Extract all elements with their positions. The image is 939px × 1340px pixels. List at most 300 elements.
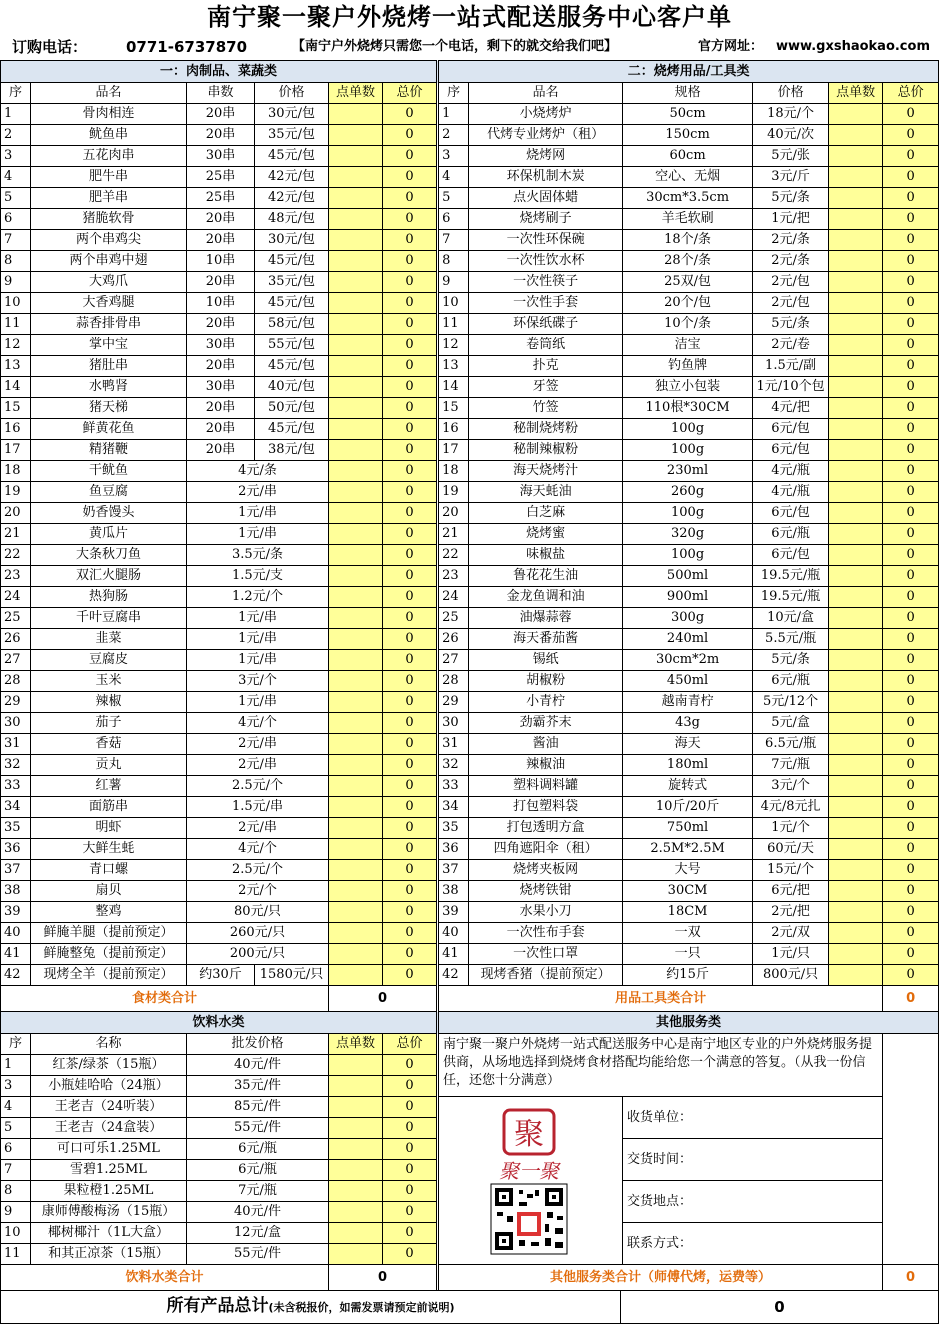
count-cell: 20串 (187, 398, 255, 419)
qty-input[interactable] (329, 1244, 383, 1265)
table-row (1, 461, 939, 482)
table-row (1, 545, 939, 566)
qty-input[interactable] (329, 230, 383, 251)
qty-input[interactable] (829, 125, 883, 146)
seq-cell: 17 (1, 440, 31, 461)
qty-input[interactable] (829, 839, 883, 860)
qty-input[interactable] (329, 797, 383, 818)
table-row (1, 566, 939, 587)
total-cell: 0 (383, 1160, 437, 1181)
table-row (1, 524, 939, 545)
item-name: 掌中宝 (31, 335, 187, 356)
total-cell: 0 (883, 797, 939, 818)
qty-input[interactable] (329, 104, 383, 125)
svg-text:聚: 聚 (513, 1116, 544, 1152)
total-cell: 0 (883, 398, 939, 419)
section-title-other: 其他服务类 (439, 1012, 939, 1034)
qty-input[interactable] (329, 209, 383, 230)
total-cell: 0 (383, 818, 437, 839)
total-cell: 0 (883, 755, 939, 776)
spec-cell: 约15斤 (623, 965, 753, 986)
item-name: 秘制烧烤粉 (469, 419, 623, 440)
qty-input[interactable] (329, 839, 383, 860)
price-cell: 40元/包 (255, 377, 329, 398)
qty-input[interactable] (329, 524, 383, 545)
item-name: 大鲜生蚝 (31, 839, 187, 860)
table-row (1, 629, 939, 650)
seq-cell: 31 (439, 734, 469, 755)
seq-cell: 3 (1, 1076, 31, 1097)
spec-cell: 一双 (623, 923, 753, 944)
item-name: 金龙鱼调和油 (469, 587, 623, 608)
total-cell: 0 (383, 923, 437, 944)
seq-cell: 40 (1, 923, 31, 944)
price-cell: 2元/串 (187, 482, 329, 503)
qty-input[interactable] (829, 944, 883, 965)
item-name: 椰树椰汁（1L大盒） (31, 1223, 187, 1244)
spec-cell: 25双/包 (623, 272, 753, 293)
item-name: 鱼豆腐 (31, 482, 187, 503)
seq-cell: 38 (439, 881, 469, 902)
qty-input[interactable] (829, 188, 883, 209)
spec-cell: 海天 (623, 734, 753, 755)
total-cell: 0 (383, 398, 437, 419)
spec-cell: 150cm (623, 125, 753, 146)
price-cell: 2元/双 (753, 923, 829, 944)
total-cell: 0 (883, 818, 939, 839)
qty-input[interactable] (329, 944, 383, 965)
qty-input[interactable] (329, 1055, 383, 1076)
qty-input[interactable] (829, 314, 883, 335)
table-row (1, 188, 939, 209)
price-cell: 200元/只 (187, 944, 329, 965)
item-name: 秘制辣椒粉 (469, 440, 623, 461)
header-cell: 总价 (383, 1034, 437, 1055)
table-row (1, 944, 939, 965)
qty-input[interactable] (329, 1223, 383, 1244)
qty-input[interactable] (329, 881, 383, 902)
count-cell: 30串 (187, 377, 255, 398)
seq-cell: 26 (439, 629, 469, 650)
total-cell: 0 (383, 1076, 437, 1097)
total-cell: 0 (383, 188, 437, 209)
qty-input[interactable] (829, 650, 883, 671)
qty-input[interactable] (329, 965, 383, 986)
qty-input[interactable] (829, 461, 883, 482)
price-cell: 6元/把 (753, 881, 829, 902)
side-blank (883, 1034, 939, 1265)
qty-input[interactable] (829, 566, 883, 587)
site-label: 官方网址： (698, 39, 764, 54)
seq-cell: 33 (1, 776, 31, 797)
qty-input[interactable] (829, 734, 883, 755)
spec-cell: 50cm (623, 104, 753, 125)
price-cell: 6元/瓶 (753, 524, 829, 545)
qty-input[interactable] (329, 293, 383, 314)
table-row (1, 1097, 939, 1118)
spec-cell: 100g (623, 419, 753, 440)
header-price-cell: 价格 (753, 83, 829, 104)
qty-input[interactable] (329, 1076, 383, 1097)
qty-input[interactable] (329, 650, 383, 671)
qty-input[interactable] (829, 440, 883, 461)
item-name: 一次性手套 (469, 293, 623, 314)
qty-input[interactable] (829, 335, 883, 356)
qty-input[interactable] (329, 1097, 383, 1118)
qty-input[interactable] (329, 545, 383, 566)
price-cell: 42元/包 (255, 188, 329, 209)
item-name: 鲜腌整兔（提前预定） (31, 944, 187, 965)
subtotal-label-meat: 食材类合计 (1, 986, 329, 1012)
qty-input[interactable] (329, 776, 383, 797)
qty-input[interactable] (329, 671, 383, 692)
brand-logo (471, 1106, 591, 1256)
item-name: 鲁花花生油 (469, 566, 623, 587)
seq-cell: 4 (439, 167, 469, 188)
table-row (1, 440, 939, 461)
table-row (1, 671, 939, 692)
qty-input[interactable] (329, 692, 383, 713)
qty-input[interactable] (329, 440, 383, 461)
qty-input[interactable] (329, 314, 383, 335)
total-cell: 0 (383, 1181, 437, 1202)
qty-input[interactable] (829, 755, 883, 776)
column-gap (437, 1055, 439, 1076)
price-cell: 6元/包 (753, 419, 829, 440)
qty-input[interactable] (329, 188, 383, 209)
price-cell: 80元/只 (187, 902, 329, 923)
total-cell: 0 (883, 944, 939, 965)
qty-input[interactable] (329, 734, 383, 755)
price-cell: 1元/把 (753, 209, 829, 230)
seq-cell: 41 (1, 944, 31, 965)
qty-input[interactable] (829, 902, 883, 923)
price-cell: 55元/件 (187, 1244, 329, 1265)
qty-input[interactable] (329, 482, 383, 503)
count-cell: 20串 (187, 356, 255, 377)
price-cell: 6.5元/瓶 (753, 734, 829, 755)
qty-input[interactable] (329, 503, 383, 524)
seq-cell: 21 (1, 524, 31, 545)
form-field-2[interactable]: 交货地点： (623, 1181, 883, 1223)
price-cell: 6元/瓶 (187, 1139, 329, 1160)
item-name: 热狗肠 (31, 587, 187, 608)
item-name: 雪碧1.25ML (31, 1160, 187, 1181)
qty-input[interactable] (329, 272, 383, 293)
total-cell: 0 (383, 713, 437, 734)
qty-input[interactable] (829, 377, 883, 398)
qty-input[interactable] (829, 776, 883, 797)
item-name: 蒜香排骨串 (31, 314, 187, 335)
qty-input[interactable] (829, 251, 883, 272)
form-field-3[interactable]: 联系方式： (623, 1223, 883, 1265)
price-cell: 800元/只 (753, 965, 829, 986)
total-cell: 0 (883, 692, 939, 713)
qty-input[interactable] (329, 146, 383, 167)
qty-input[interactable] (829, 419, 883, 440)
item-name: 奶香馒头 (31, 503, 187, 524)
qty-input[interactable] (329, 608, 383, 629)
qty-input[interactable] (329, 1118, 383, 1139)
price-cell: 4元/个 (187, 713, 329, 734)
price-cell: 12元/盒 (187, 1223, 329, 1244)
total-cell: 0 (383, 776, 437, 797)
qty-input[interactable] (829, 167, 883, 188)
total-cell: 0 (883, 923, 939, 944)
qty-input[interactable] (829, 545, 883, 566)
table-row (1, 797, 939, 818)
qty-input[interactable] (829, 629, 883, 650)
item-name: 四角遮阳伞（租） (469, 839, 623, 860)
seq-cell: 28 (1, 671, 31, 692)
item-name: 果粒橙1.25ML (31, 1181, 187, 1202)
seq-cell: 7 (439, 230, 469, 251)
form-field-1[interactable]: 交货时间： (623, 1139, 883, 1181)
spec-cell: 18个/条 (623, 230, 753, 251)
item-name: 黄瓜片 (31, 524, 187, 545)
total-cell: 0 (383, 125, 437, 146)
price-cell: 1元/串 (187, 650, 329, 671)
seq-cell: 10 (439, 293, 469, 314)
qty-input[interactable] (829, 209, 883, 230)
qty-input[interactable] (329, 587, 383, 608)
qty-input[interactable] (829, 587, 883, 608)
qty-input[interactable] (329, 125, 383, 146)
qty-input[interactable] (329, 167, 383, 188)
subtotal-value-tools: 0 (883, 986, 939, 1012)
item-name: 水果小刀 (469, 902, 623, 923)
qty-input[interactable] (329, 1181, 383, 1202)
qty-input[interactable] (329, 1139, 383, 1160)
qty-input[interactable] (329, 713, 383, 734)
seq-cell: 1 (1, 104, 31, 125)
qty-input[interactable] (829, 482, 883, 503)
seq-cell: 37 (1, 860, 31, 881)
seq-cell: 15 (1, 398, 31, 419)
item-name: 红薯 (31, 776, 187, 797)
item-name: 面筋串 (31, 797, 187, 818)
spec-cell: 300g (623, 608, 753, 629)
total-cell: 0 (883, 671, 939, 692)
qty-input[interactable] (329, 902, 383, 923)
item-name: 五花肉串 (31, 146, 187, 167)
qty-input[interactable] (329, 566, 383, 587)
section-title-meat: 一：肉制品、菜蔬类 (1, 61, 437, 83)
seq-cell: 38 (1, 881, 31, 902)
total-cell: 0 (883, 776, 939, 797)
qty-input[interactable] (829, 272, 883, 293)
qty-input[interactable] (829, 230, 883, 251)
item-name: 香菇 (31, 734, 187, 755)
spec-cell: 260g (623, 482, 753, 503)
item-name: 一次性饮水杯 (469, 251, 623, 272)
seq-cell: 8 (1, 1181, 31, 1202)
qty-input[interactable] (329, 398, 383, 419)
item-name: 猪脆软骨 (31, 209, 187, 230)
seq-cell: 39 (439, 902, 469, 923)
qty-input[interactable] (329, 860, 383, 881)
qty-input[interactable] (329, 629, 383, 650)
total-cell: 0 (383, 503, 437, 524)
total-cell: 0 (383, 797, 437, 818)
total-cell: 0 (383, 1097, 437, 1118)
seq-cell: 7 (1, 1160, 31, 1181)
item-name: 茄子 (31, 713, 187, 734)
seq-cell: 5 (439, 188, 469, 209)
seq-cell: 36 (439, 839, 469, 860)
total-cell: 0 (883, 860, 939, 881)
header-seq-cell: 序 (1, 83, 31, 104)
spec-cell: 230ml (623, 461, 753, 482)
total-cell: 0 (383, 524, 437, 545)
total-cell: 0 (383, 608, 437, 629)
qty-input[interactable] (829, 398, 883, 419)
price-cell: 2元/串 (187, 818, 329, 839)
price-cell: 1元/10个包 (753, 377, 829, 398)
table-row (1, 776, 939, 797)
price-cell: 1元/串 (187, 629, 329, 650)
seq-cell: 20 (439, 503, 469, 524)
qty-input[interactable] (329, 356, 383, 377)
price-cell: 40元/次 (753, 125, 829, 146)
item-name: 胡椒粉 (469, 671, 623, 692)
item-name: 水鸭肾 (31, 377, 187, 398)
qty-input[interactable] (829, 881, 883, 902)
price-cell: 1580元/只 (255, 965, 329, 986)
total-cell: 0 (883, 734, 939, 755)
spec-cell: 43g (623, 713, 753, 734)
qty-input[interactable] (329, 419, 383, 440)
qty-input[interactable] (329, 251, 383, 272)
seq-cell: 4 (1, 1097, 31, 1118)
spec-cell: 30cm*3.5cm (623, 188, 753, 209)
form-field-0[interactable]: 收货单位： (623, 1097, 883, 1139)
price-cell: 4元/8元扎 (753, 797, 829, 818)
qty-input[interactable] (329, 377, 383, 398)
spec-cell: 30CM (623, 881, 753, 902)
price-cell: 38元/包 (255, 440, 329, 461)
qty-input[interactable] (829, 797, 883, 818)
total-cell: 0 (383, 755, 437, 776)
seq-cell: 18 (1, 461, 31, 482)
qty-input[interactable] (329, 335, 383, 356)
qty-input[interactable] (329, 1202, 383, 1223)
seq-cell: 3 (439, 146, 469, 167)
seq-cell: 17 (439, 440, 469, 461)
spec-cell: 2.5M*2.5M (623, 839, 753, 860)
spec-cell: 越南青柠 (623, 692, 753, 713)
total-cell: 0 (883, 965, 939, 986)
price-cell: 260元/只 (187, 923, 329, 944)
price-cell: 7元/瓶 (753, 755, 829, 776)
total-cell: 0 (883, 230, 939, 251)
total-cell: 0 (383, 1118, 437, 1139)
item-name: 小烧烤炉 (469, 104, 623, 125)
seq-cell: 5 (1, 1118, 31, 1139)
qty-input[interactable] (829, 713, 883, 734)
price-cell: 15元/个 (753, 860, 829, 881)
spec-cell: 180ml (623, 755, 753, 776)
qty-input[interactable] (329, 1160, 383, 1181)
seq-cell: 9 (439, 272, 469, 293)
price-cell: 4元/个 (187, 839, 329, 860)
price-cell: 5元/12个 (753, 692, 829, 713)
item-name: 环保纸碟子 (469, 314, 623, 335)
qty-input[interactable] (829, 818, 883, 839)
item-name: 海天番茄酱 (469, 629, 623, 650)
price-cell: 10元/盒 (753, 608, 829, 629)
count-cell: 20串 (187, 209, 255, 230)
item-name: 大香鸡腿 (31, 293, 187, 314)
qty-input[interactable] (329, 923, 383, 944)
seq-cell: 7 (1, 230, 31, 251)
qty-input[interactable] (829, 608, 883, 629)
header-qty-cell: 点单数 (829, 83, 883, 104)
qty-input[interactable] (329, 461, 383, 482)
qty-input[interactable] (829, 671, 883, 692)
price-cell: 4元/瓶 (753, 461, 829, 482)
qty-input[interactable] (829, 356, 883, 377)
qty-input[interactable] (829, 146, 883, 167)
qty-input[interactable] (329, 818, 383, 839)
section-title-drinks: 饮料水类 (1, 1012, 437, 1034)
seq-cell: 28 (439, 671, 469, 692)
spec-cell: 100g (623, 503, 753, 524)
price-cell: 19.5元/瓶 (753, 587, 829, 608)
column-gap (437, 1076, 439, 1097)
spec-cell: 500ml (623, 566, 753, 587)
seq-cell: 1 (439, 104, 469, 125)
header-total-cell: 总价 (383, 83, 437, 104)
total-cell: 0 (383, 440, 437, 461)
total-cell: 0 (883, 167, 939, 188)
item-name: 海天烧烤汁 (469, 461, 623, 482)
seq-cell: 13 (439, 356, 469, 377)
item-name: 豆腐皮 (31, 650, 187, 671)
item-name: 小瓶娃哈哈（24瓶） (31, 1076, 187, 1097)
table-row (1, 881, 939, 902)
price-cell: 5元/条 (753, 314, 829, 335)
seq-cell: 23 (1, 566, 31, 587)
qty-input[interactable] (829, 293, 883, 314)
qty-input[interactable] (829, 104, 883, 125)
qty-input[interactable] (829, 524, 883, 545)
spec-cell: 大号 (623, 860, 753, 881)
seq-cell: 8 (439, 251, 469, 272)
item-name: 康师傅酸梅汤（15瓶） (31, 1202, 187, 1223)
table-row (1, 608, 939, 629)
qty-input[interactable] (829, 692, 883, 713)
qty-input[interactable] (329, 755, 383, 776)
total-cell: 0 (383, 356, 437, 377)
item-name: 味椒盐 (469, 545, 623, 566)
seq-cell: 3 (1, 146, 31, 167)
qty-input[interactable] (829, 503, 883, 524)
site-url: www.gxshaokao.com (776, 39, 930, 54)
price-cell: 1元/串 (187, 608, 329, 629)
seq-cell: 36 (1, 839, 31, 860)
qty-input[interactable] (829, 965, 883, 986)
qty-input[interactable] (829, 860, 883, 881)
price-cell: 7元/瓶 (187, 1181, 329, 1202)
count-cell: 25串 (187, 188, 255, 209)
spec-cell: 10斤/20斤 (623, 797, 753, 818)
item-name: 烧烤夹板网 (469, 860, 623, 881)
qty-input[interactable] (829, 923, 883, 944)
seq-cell: 14 (1, 377, 31, 398)
total-cell: 0 (883, 461, 939, 482)
price-cell: 30元/包 (255, 104, 329, 125)
